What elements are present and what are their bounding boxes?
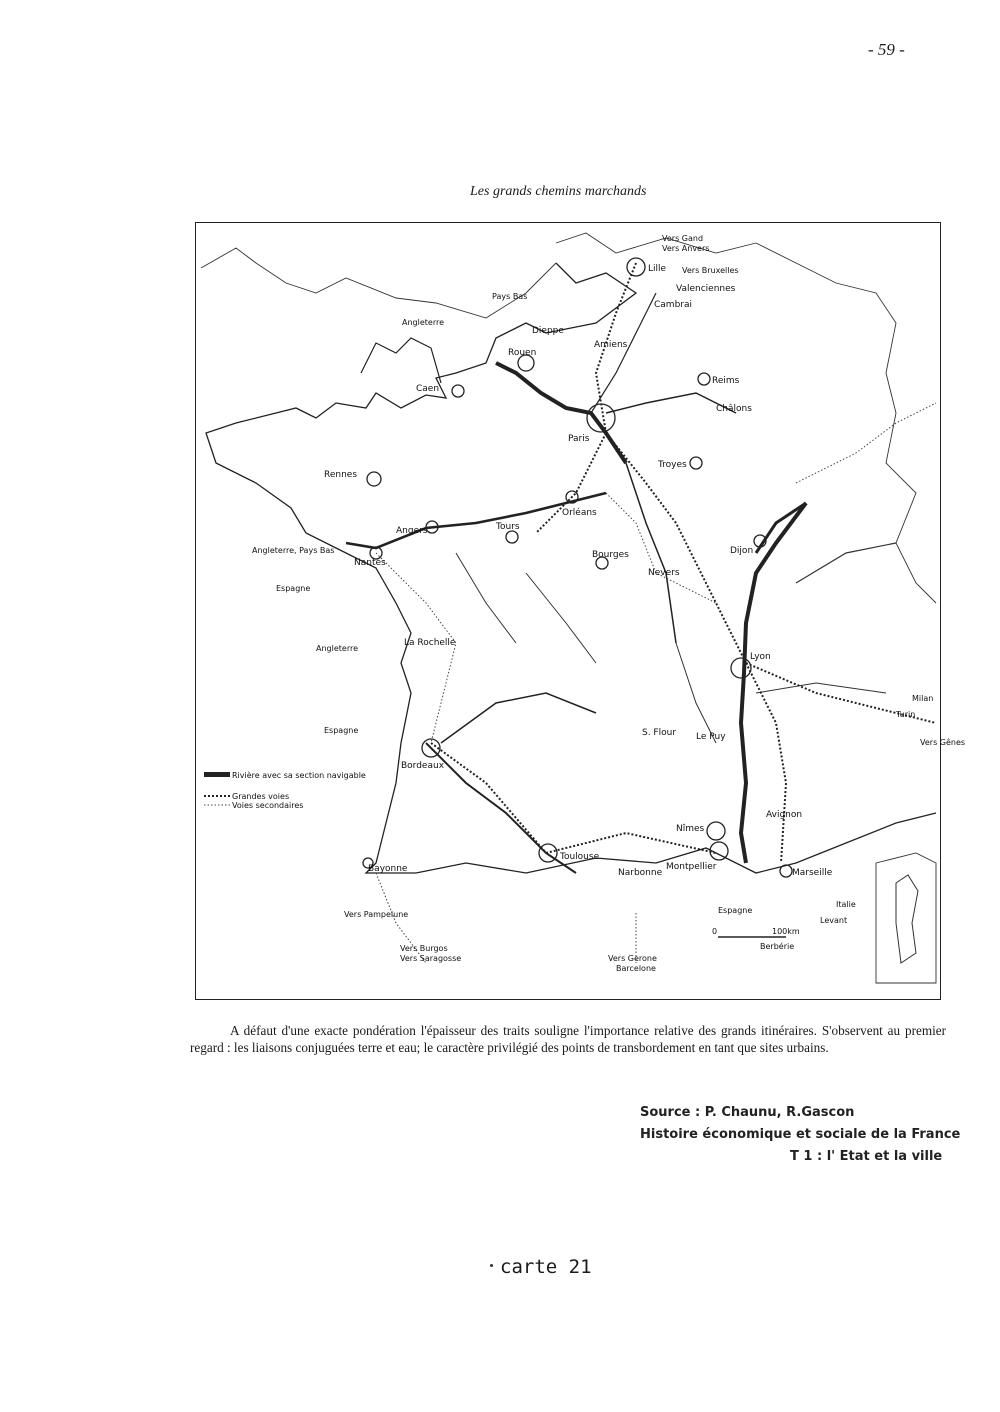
city-label-toulouse: Toulouse [560, 852, 600, 862]
reims-marker [698, 373, 710, 385]
scale-bar [712, 927, 800, 937]
source-block [640, 1102, 960, 1168]
direction-label: Pays Bas [492, 292, 528, 301]
direction-label: Angleterre [316, 644, 359, 653]
map-caption [190, 1022, 946, 1056]
direction-label: Espagne [324, 726, 359, 735]
city-label-lille: Lille [648, 264, 667, 274]
direction-label: Levant [820, 916, 848, 925]
city-label-nevers: Nevers [648, 568, 680, 578]
caen-marker [452, 385, 464, 397]
city-label-marseille: Marseille [792, 868, 833, 878]
direction-label: Berbérie [760, 942, 795, 951]
page-number: - 59 - [868, 40, 905, 59]
city-label-s-flour: S. Flour [642, 728, 677, 738]
caption-text: A défaut d'une exacte pondération l'épaisseur des traits souligne l'importance relative des grands itinéraires. S'observent au premier regard : les liaisons conjuguées terre et eau; le caractère privilégié des points de transbordement en tant que sites urbains. [190, 1023, 946, 1055]
city-label-caen: Caen [416, 384, 440, 394]
city-label-tours: Tours [496, 522, 520, 532]
city-label-paris: Paris [568, 434, 590, 444]
troyes-marker [690, 457, 702, 469]
source-line-3: T 1 : l' Etat et la ville [790, 1149, 943, 1164]
direction-label: Barcelone [616, 964, 656, 973]
city-label-le-puy: Le Puy [696, 732, 726, 742]
scale-zero: 0 [712, 927, 718, 936]
city-label-troyes: Troyes [658, 460, 687, 470]
rhone-river [741, 503, 806, 863]
city-label-amiens: Amiens [594, 340, 628, 350]
secondary-road-4 [796, 403, 936, 483]
legend-secondary-roads: Voies secondaires [232, 801, 304, 810]
city-label-valenciennes: Valenciennes [676, 284, 736, 294]
coastline [206, 263, 936, 873]
source-line-1: Source : P. Chaunu, R.Gascon [640, 1105, 855, 1120]
city-label-dieppe: Dieppe [532, 326, 564, 336]
city-label-bayonne: Bayonne [368, 864, 408, 874]
direction-label: Vers Gand [662, 234, 704, 243]
source-line-2: Histoire économique et sociale de la France [640, 1127, 961, 1142]
direction-label: Vers Pampelune [344, 910, 409, 919]
city-label-avignon: Avignon [766, 810, 803, 820]
direction-label: Espagne [276, 584, 311, 593]
direction-label: Vers Gênes [920, 738, 966, 747]
direction-label: Milan [912, 694, 934, 703]
direction-label: Vers Bruxelles [682, 266, 739, 275]
map-legend [204, 770, 366, 810]
city-label-angers: Angers [396, 526, 428, 536]
city-label-rennes: Rennes [324, 470, 358, 480]
main-road-lyon-marseille [746, 663, 786, 863]
main-road-toulouse-montpellier [546, 833, 716, 853]
map-number-label: carte 21 [500, 1256, 592, 1278]
direction-label: Vers Saragosse [400, 954, 462, 963]
garonne-river [426, 743, 576, 873]
dordogne-river [441, 693, 596, 743]
direction-label: Espagne [718, 906, 753, 915]
dot-mark [490, 1264, 493, 1267]
city-label-n-mes: Nîmes [676, 824, 705, 834]
city-label-montpellier: Montpellier [666, 862, 717, 872]
city-label-orl-ans: Orléans [562, 508, 597, 518]
city-label-cambrai: Cambrai [654, 300, 692, 310]
map-frame [195, 222, 966, 1000]
direction-label: Vers Gerone [608, 954, 657, 963]
nimes-marker [707, 822, 725, 840]
city-label-rouen: Rouen [508, 348, 537, 358]
rennes-marker [367, 472, 381, 486]
lille-marker [627, 258, 645, 276]
map-svg [196, 223, 966, 1001]
marseille-marker [780, 865, 792, 877]
main-road-paris-orleans [536, 433, 606, 533]
legend-main-roads: Grandes voies [232, 792, 290, 801]
tours-marker [506, 531, 518, 543]
secondary-road-5 [606, 493, 716, 603]
city-label-reims: Reims [712, 376, 740, 386]
scale-label: 100km [772, 927, 800, 936]
direction-label: Italie [836, 900, 856, 909]
direction-label: Angleterre, Pays Bas [252, 546, 335, 555]
direction-label: Angleterre [402, 318, 445, 327]
city-label-lyon: Lyon [750, 652, 771, 662]
direction-label: Vers Anvers [662, 244, 710, 253]
legend-river: Rivière avec sa section navigable [232, 771, 366, 780]
city-label-la-rochelle: La Rochelle [404, 638, 456, 648]
city-label-bourges: Bourges [592, 550, 629, 560]
city-label-dijon: Dijon [730, 546, 754, 556]
city-label-ch-lons: Châlons [716, 404, 752, 414]
secondary-road-1 [376, 553, 456, 743]
city-label-narbonne: Narbonne [618, 868, 663, 878]
map-title: Les grands chemins marchands [470, 184, 647, 199]
city-label-bordeaux: Bordeaux [401, 761, 445, 771]
direction-label: Turin [896, 710, 916, 719]
corsica-inset [876, 853, 936, 983]
oise-river [591, 293, 656, 413]
city-label-nantes: Nantes [354, 558, 386, 568]
direction-label: Vers Burgos [400, 944, 448, 953]
